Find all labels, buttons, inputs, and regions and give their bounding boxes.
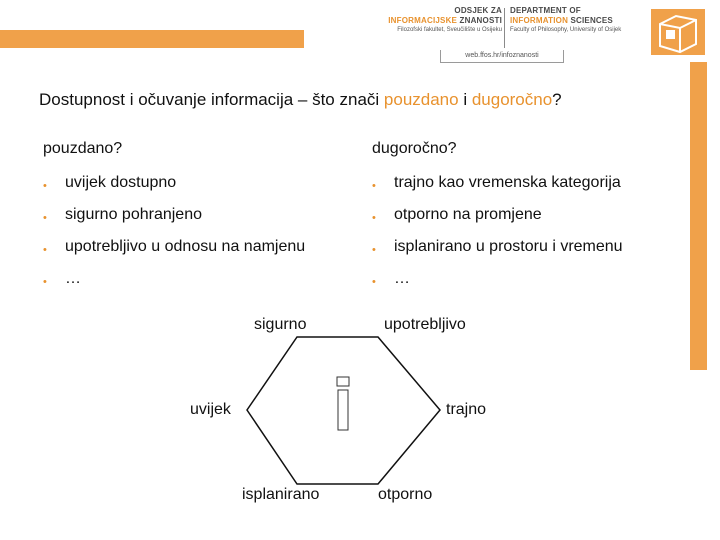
diagram-label-uvijek: uvijek <box>190 401 231 418</box>
list-item-text: … <box>394 270 410 287</box>
dept-en-line2-accent: INFORMATION <box>510 16 569 25</box>
bullet-icon: • <box>43 212 47 224</box>
diagram-label-trajno: trajno <box>446 401 487 418</box>
bullet-icon: • <box>43 244 47 256</box>
left-column-heading: pouzdano? <box>43 140 123 157</box>
dept-hr-line2-accent: INFORMACIJSKE <box>388 16 458 25</box>
list-item-text: … <box>65 270 81 287</box>
list-item-text: trajno kao vremenska kategorija <box>394 174 621 191</box>
bullet-icon: • <box>372 276 376 288</box>
info-i-icon <box>337 377 349 430</box>
title-prefix: Dostupnost i očuvanje informacija – što znači <box>39 90 384 109</box>
title-word-pouzdano: pouzdano <box>383 90 459 109</box>
diagram-label-isplanirano: isplanirano <box>242 486 320 503</box>
diagram-label-sigurno: sigurno <box>254 316 307 333</box>
list-item-text: isplanirano u prostoru i vremenu <box>394 238 623 255</box>
faculty-name-english: Faculty of Philosophy, University of Osijek <box>510 27 622 33</box>
bullet-icon: • <box>43 180 47 192</box>
bullet-icon: • <box>372 244 376 256</box>
dept-hr-line1: ODSJEK ZA <box>454 6 502 15</box>
title-word-dugorocno: dugoročno <box>471 90 553 109</box>
bullet-icon: • <box>372 212 376 224</box>
list-item-text: uvijek dostupno <box>65 174 177 191</box>
dept-en-line1: DEPARTMENT OF <box>510 6 581 15</box>
bullet-icon: • <box>43 276 47 288</box>
list-item-text: otporno na promjene <box>394 206 542 223</box>
diagram-label-upotrebljivo: upotrebljivo <box>384 316 466 333</box>
dept-hr-line2: ZNANOSTI <box>457 16 502 25</box>
dept-en-line2: SCIENCES <box>568 16 613 25</box>
title-connector: i <box>458 90 472 109</box>
list-item-text: sigurno pohranjeno <box>65 206 202 223</box>
faculty-name-croatian: Filozofski fakultet, Sveučilište u Osijeku <box>397 27 502 33</box>
right-column-heading: dugoročno? <box>372 140 457 157</box>
list-item-text: upotrebljivo u odnosu na namjenu <box>65 238 306 255</box>
diagram-label-otporno: otporno <box>378 486 433 503</box>
bullet-icon: • <box>372 180 376 192</box>
title-question-mark: ? <box>552 90 562 109</box>
website-url[interactable]: web.ffos.hr/infoznanosti <box>440 50 564 63</box>
